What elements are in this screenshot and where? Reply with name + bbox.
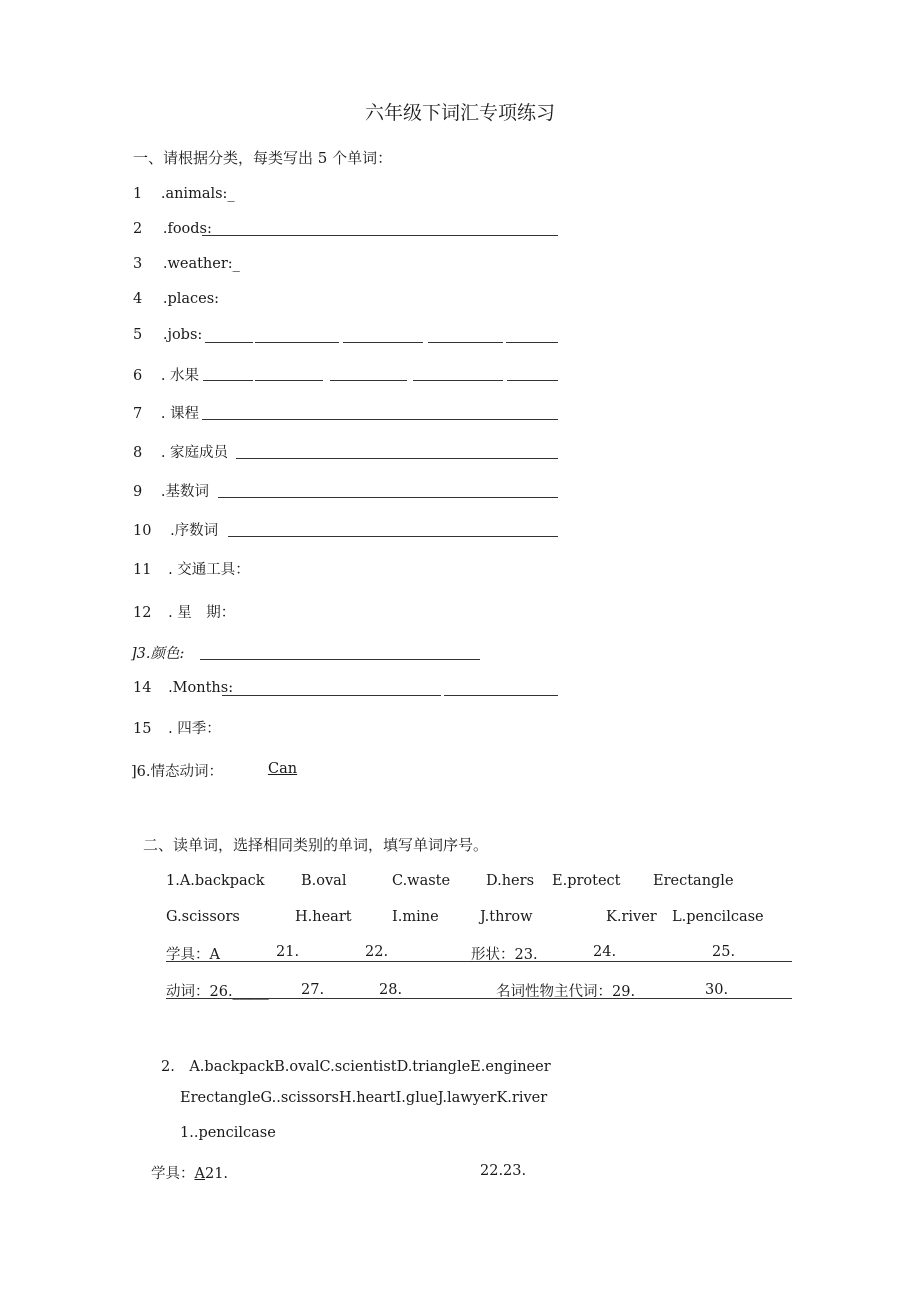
answer-line[interactable] xyxy=(202,235,558,236)
item-number: 15 xyxy=(133,721,152,737)
item-months xyxy=(133,680,233,696)
option-word: K.river xyxy=(606,909,657,925)
item-label: .foods: xyxy=(162,221,212,237)
answer-line[interactable] xyxy=(203,380,253,381)
item-label: ]3.颜色: xyxy=(131,646,185,662)
item-number: 10 xyxy=(133,523,152,539)
answer-line[interactable] xyxy=(255,342,339,343)
option-word: H.heart xyxy=(295,909,352,925)
item-number: 2 xyxy=(133,221,143,237)
item-label: . 四季： xyxy=(168,721,221,737)
item-weekdays xyxy=(133,601,235,622)
section2-heading: 二、读单词，选择相同类别的单词，填写单词序号。 xyxy=(143,836,489,854)
option-word: E.protect xyxy=(552,873,621,889)
item-label: .places: xyxy=(162,291,220,307)
answer-line[interactable] xyxy=(444,695,558,696)
blank-number: 21. xyxy=(276,944,300,960)
item-label: . 星 期： xyxy=(168,605,236,621)
section1-heading: 一、请根据分类，每类写出 5 个单词： xyxy=(133,149,393,167)
item-label: . 家庭成员 xyxy=(160,445,229,461)
item-label: ]6.情态动词： xyxy=(131,764,223,780)
answer-line[interactable] xyxy=(202,419,558,420)
page-title: 六年级下词汇专项练习 xyxy=(364,102,555,124)
item-label: . 交通工具： xyxy=(168,562,250,578)
item-seasons xyxy=(133,717,221,738)
item-places xyxy=(133,291,219,307)
item-number: 14 xyxy=(133,680,152,696)
answer-line[interactable] xyxy=(218,497,558,498)
answer-label-verbs: 动词：26._____ xyxy=(166,984,269,1000)
item-ordinal xyxy=(133,519,218,540)
answer-stationery-2 xyxy=(151,1162,228,1183)
item-label: .基数词 xyxy=(160,484,209,500)
answer-line[interactable] xyxy=(413,380,503,381)
blank-numbers-right: 22.23. xyxy=(480,1163,527,1179)
blank-number: 28. xyxy=(379,982,403,998)
item-number: 7 xyxy=(133,406,143,422)
item-label: . 课程 xyxy=(160,406,200,422)
item-label: .jobs: xyxy=(162,327,203,343)
answer-line[interactable] xyxy=(330,380,407,381)
item-number: 8 xyxy=(133,445,143,461)
answer-label-pronouns: 名词性物主代词：29. xyxy=(496,984,636,1000)
answer-line[interactable] xyxy=(200,659,480,660)
answer-a: A xyxy=(194,1166,205,1182)
option-word: G.scissors xyxy=(166,909,240,925)
item-animals xyxy=(133,186,235,202)
answer-line[interactable] xyxy=(255,380,323,381)
answer-line[interactable] xyxy=(428,342,503,343)
answer-line[interactable] xyxy=(236,458,558,459)
answer-line[interactable] xyxy=(166,998,792,999)
item-cardinal xyxy=(133,480,209,501)
option-word: B.oval xyxy=(301,873,347,889)
item-modal-verbs xyxy=(131,760,223,781)
blank-number: 22. xyxy=(365,944,389,960)
answer-line[interactable] xyxy=(228,536,558,537)
item-jobs xyxy=(133,327,202,343)
item-colors xyxy=(131,642,184,663)
item-label: .序数词 xyxy=(170,523,219,539)
answer-line[interactable] xyxy=(222,695,441,696)
blank-number: 27. xyxy=(301,982,325,998)
blank-number: 24. xyxy=(593,944,617,960)
option-word: I.mine xyxy=(392,909,439,925)
item-number: 4 xyxy=(133,291,143,307)
blank-number: 25. xyxy=(712,944,736,960)
blank-number: 30. xyxy=(705,982,729,998)
option-list-line1: 2. A.backpackB.ovalC.scientistD.triangleE.engineer xyxy=(161,1059,551,1075)
answer-line[interactable] xyxy=(506,342,558,343)
answer-line[interactable] xyxy=(166,961,792,962)
item-label: .Months: xyxy=(168,680,234,696)
option-list-line2: ErectangleG..scissorsH.heartI.glueJ.lawyerK.river xyxy=(180,1090,548,1106)
answer-rest: 21. xyxy=(204,1166,229,1182)
item-number: 1 xyxy=(133,186,143,202)
item-foods xyxy=(133,221,212,237)
item-number: 9 xyxy=(133,484,143,500)
item-label: .animals:_ xyxy=(160,186,235,202)
answer-label-shapes: 形状：23. xyxy=(471,947,538,963)
option-word: D.hers xyxy=(486,873,535,889)
answer-label-stationery: 学具：A xyxy=(166,947,220,963)
item-label: . 水果 xyxy=(160,368,200,384)
item-number: 12 xyxy=(133,605,152,621)
modal-answer: Can xyxy=(268,761,298,777)
item-family xyxy=(133,441,228,462)
option-list-line3: 1..pencilcase xyxy=(180,1125,276,1141)
item-number: 11 xyxy=(133,562,152,578)
item-label: .weather:_ xyxy=(162,256,240,272)
option-word: C.waste xyxy=(392,873,451,889)
option-word: L.pencilcase xyxy=(672,909,764,925)
option-word: J.throw xyxy=(480,909,533,925)
item-number: 6 xyxy=(133,368,143,384)
item-number: 5 xyxy=(133,327,143,343)
item-transport xyxy=(133,558,250,579)
answer-line[interactable] xyxy=(205,342,253,343)
answer-line[interactable] xyxy=(343,342,423,343)
item-subjects xyxy=(133,402,199,423)
option-word: Erectangle xyxy=(653,873,734,889)
answer-line[interactable] xyxy=(507,380,558,381)
item-weather xyxy=(133,256,240,272)
answer-prefix: 学具： xyxy=(151,1166,195,1182)
option-word: 1.A.backpack xyxy=(166,873,265,889)
item-fruit xyxy=(133,364,199,385)
item-number: 3 xyxy=(133,256,143,272)
